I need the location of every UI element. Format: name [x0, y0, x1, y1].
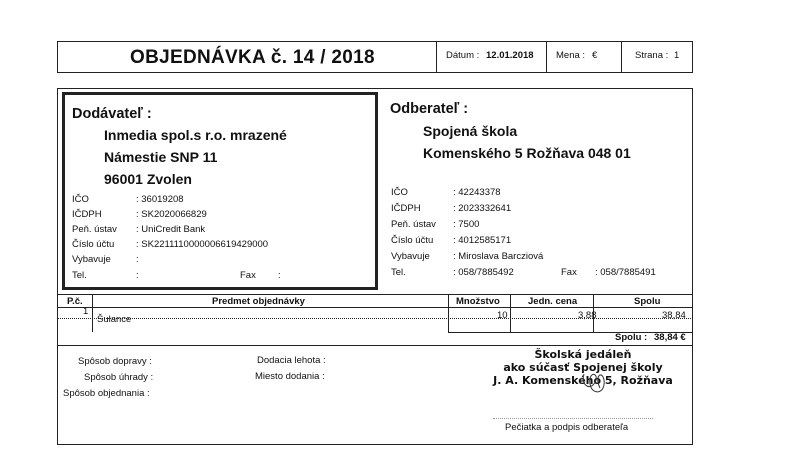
customer-field-label: Číslo účtu [391, 235, 434, 246]
footer-section [57, 345, 693, 445]
delivery-place-label: Miesto dodania : [255, 371, 325, 382]
supplier-field-label: IČO [72, 194, 89, 205]
supplier-name: Inmedia spol.s r.o. mrazené [104, 127, 287, 143]
supplier-field-label: Číslo účtu [72, 239, 115, 250]
currency-value: € [592, 50, 598, 61]
supplier-field-value: : SK2020066829 [136, 209, 207, 220]
row-qty: 10 [497, 310, 508, 321]
supplier-field-label: Tel. [72, 270, 87, 281]
customer-field-value: : 4012585171 [453, 235, 512, 246]
stamp-line: ako súčasť Spojenej školy [503, 361, 663, 374]
supplier-field-value: : SK2211110000006619429000 [136, 239, 269, 250]
sum-value: 38,84 € [654, 332, 686, 343]
col-header-qty: Množstvo [456, 296, 500, 307]
customer-field-label: Vybavuje [391, 251, 430, 262]
supplier-field-label: Vybavuje [72, 254, 111, 265]
customer-field-value: : 2023332641 [453, 203, 512, 214]
payment-label: Spôsob úhrady : [84, 372, 154, 383]
customer-field-label: Tel. [391, 267, 406, 278]
supplier-city: 96001 Zvolen [104, 171, 192, 187]
customer-field-value: : 058/7885492 [453, 267, 514, 278]
customer-address: Komenského 5 Rožňava 048 01 [423, 145, 631, 161]
customer-field-label: IČDPH [391, 203, 421, 214]
customer-field-value: : 7500 [453, 219, 480, 230]
supplier-fax-value: : [278, 270, 281, 281]
page-label: Strana : [635, 50, 669, 61]
page-value: 1 [674, 50, 680, 61]
col-header-price: Jedn. cena [528, 296, 578, 307]
customer-box [390, 92, 690, 287]
stamp-line: Školská jedáleň [534, 348, 632, 361]
items-table [57, 294, 693, 346]
row-total: 38,84 [662, 310, 686, 321]
header-bar [57, 41, 693, 73]
supplier-field-value: : 36019208 [136, 194, 184, 205]
col-header-total: Spolu [634, 296, 661, 307]
col-header-no: P.č. [67, 296, 83, 307]
transport-label: Spôsob dopravy : [78, 356, 152, 367]
supplier-heading: Dodávateľ : [72, 106, 152, 122]
ordering-label: Spôsob objednania : [63, 388, 150, 399]
date-value: 12.01.2018 [486, 50, 534, 61]
customer-field-label: Peň. ústav [391, 219, 436, 230]
customer-fax-value: : 058/7885491 [595, 267, 656, 278]
date-label: Dátum : [446, 50, 480, 61]
supplier-street: Námestie SNP 11 [104, 149, 218, 165]
signature-label: Pečiatka a podpis odberateľa [505, 422, 629, 433]
row-item: Šulance [97, 314, 132, 325]
supplier-field-label: Peň. ústav [72, 224, 117, 235]
customer-field-value: : 42243378 [453, 187, 501, 198]
col-header-item: Predmet objednávky [212, 296, 305, 307]
sum-label: Spolu : [615, 332, 648, 343]
customer-field-value: : Miroslava Barcziová [453, 251, 544, 262]
stamp-line: J. A. Komenského 5, Rožňava [493, 374, 673, 387]
supplier-field-value: : UniCredit Bank [136, 224, 206, 235]
currency-label: Mena : [556, 50, 586, 61]
supplier-box [62, 92, 378, 290]
supplier-field-value: : [136, 254, 139, 265]
customer-field-label: IČO [391, 187, 408, 198]
supplier-field-label: IČDPH [72, 209, 102, 220]
supplier-field-value: : [136, 270, 139, 281]
document-title: OBJEDNÁVKA č. 14 / 2018 [130, 47, 375, 68]
customer-name: Spojená škola [423, 123, 518, 139]
row-no: 1 [83, 306, 89, 317]
customer-fax-label: Fax [561, 267, 577, 278]
customer-heading: Odberateľ : [390, 101, 469, 117]
signature-scribble [578, 366, 618, 402]
delivery-term-label: Dodacia lehota : [257, 355, 326, 366]
supplier-fax-label: Fax [240, 270, 256, 281]
row-price: 3,88 [578, 310, 597, 321]
